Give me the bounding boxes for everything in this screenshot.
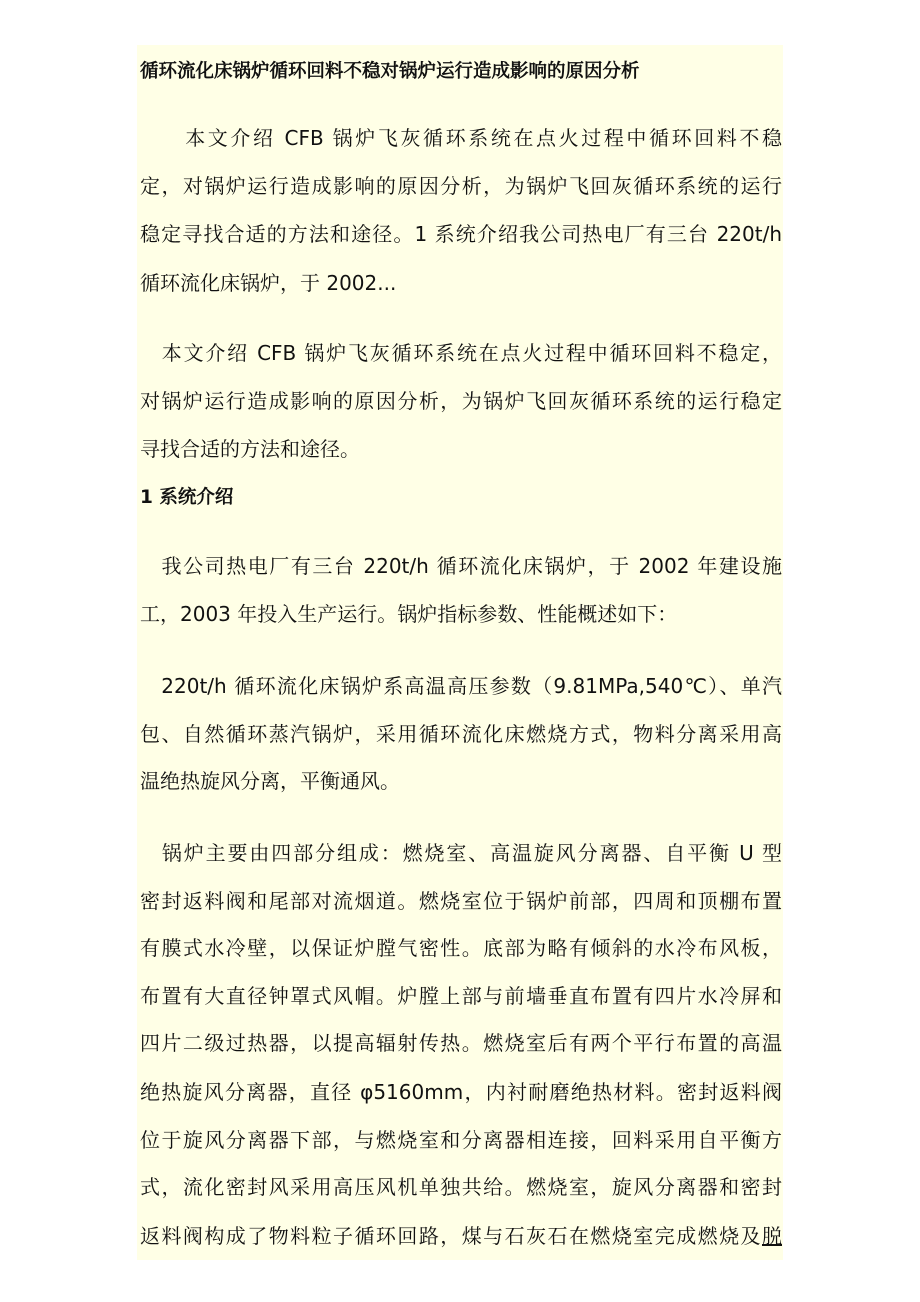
paragraph-line: 工，2003 年投入生产运行。锅炉指标参数、性能概述如下：	[140, 602, 678, 626]
text-link[interactable]: 脱	[762, 1224, 782, 1248]
summary-line: 定，对锅炉运行造成影响的原因分析，为锅炉飞回灰循环系统的运行	[140, 174, 782, 198]
paragraph-line: 220t/h 循环流化床锅炉系高温高压参数（9.81MPa,540℃）、单汽	[140, 674, 782, 698]
paragraph-line: 密封返料阀和尾部对流烟道。燃烧室位于锅炉前部，四周和顶棚布置	[140, 889, 782, 913]
paragraph-line: 四片二级过热器，以提高辐射传热。燃烧室后有两个平行布置的高温	[140, 1031, 782, 1055]
intro-line: 寻找合适的方法和途径。	[140, 437, 360, 461]
intro-line: 对锅炉运行造成影响的原因分析，为锅炉飞回灰循环系统的运行稳定	[140, 389, 782, 413]
paragraph-line: 我公司热电厂有三台 220t/h 循环流化床锅炉，于 2002 年建设施	[140, 554, 782, 578]
paragraph-line	[140, 1222, 782, 1250]
document-title: 循环流化床锅炉循环回料不稳对锅炉运行造成影响的原因分析	[140, 61, 640, 82]
paragraph-line: 位于旋风分离器下部，与燃烧室和分离器相连接，回料采用自平衡方	[140, 1128, 782, 1152]
paragraph-line: 温绝热旋风分离，平衡通风。	[140, 769, 400, 793]
summary-line: 本文介绍 CFB 锅炉飞灰循环系统在点火过程中循环回料不稳	[140, 126, 782, 150]
paragraph-line: 包、自然循环蒸汽锅炉，采用循环流化床燃烧方式，物料分离采用高	[140, 722, 782, 746]
paragraph-line: 绝热旋风分离器，直径 φ5160mm，内衬耐磨绝热材料。密封返料阀	[140, 1080, 782, 1104]
summary-line: 稳定寻找合适的方法和途径。1 系统介绍我公司热电厂有三台 220t/h	[140, 222, 782, 246]
paragraph-text: 返料阀构成了物料粒子循环回路，煤与石灰石在燃烧室完成燃烧及	[140, 1224, 762, 1248]
paragraph-line: 有膜式水冷壁，以保证炉膛气密性。底部为略有倾斜的水冷布风板，	[140, 936, 782, 960]
intro-line: 本文介绍 CFB 锅炉飞灰循环系统在点火过程中循环回料不稳定，	[140, 341, 782, 365]
paragraph-line: 布置有大直径钟罩式风帽。炉膛上部与前墙垂直布置有四片水冷屏和	[140, 984, 782, 1008]
section-heading: 1 系统介绍	[140, 487, 234, 508]
summary-line: 循环流化床锅炉，于 2002...	[140, 271, 397, 295]
paragraph-line: 锅炉主要由四部分组成：燃烧室、高温旋风分离器、自平衡 U 型	[140, 841, 782, 865]
paragraph-line: 式，流化密封风采用高压风机单独共给。燃烧室，旋风分离器和密封	[140, 1175, 782, 1199]
